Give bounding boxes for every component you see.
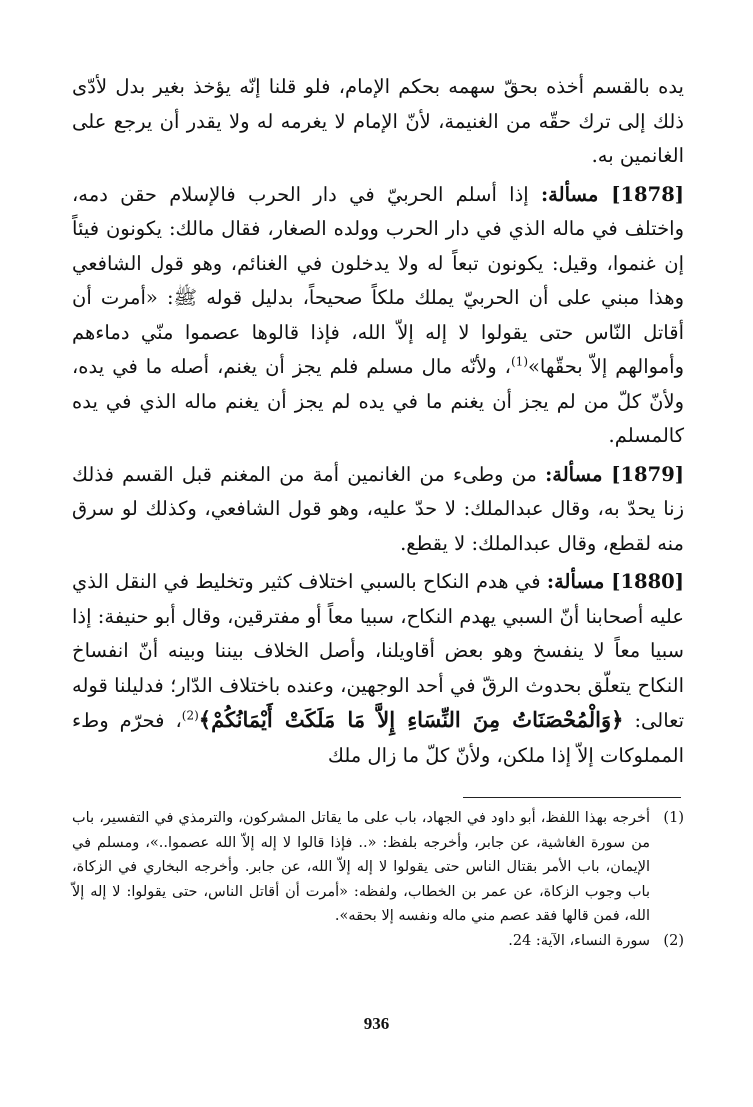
paragraph-continuation <box>72 70 684 174</box>
issue-text: في هدم النكاح بالسبي اختلاف كثير وتخليط في النقل الذي عليه أصحابنا أنّ السبي يهدم النكاح، سبيا معاً أو مفترقين، وقال أبو حنيفة: إذا سبيا معاً لا ينفسخ وهو بعض أقاويلنا، وأصل الخلاف بيننا وبينه أنّ انفساخ النكاح يتعلّق بحدوث الرقّ في أحد الوجهين، وعنده باختلاف الدّار؛ فدليلنا قوله تعالى: <box>72 570 684 732</box>
footnote-2 <box>72 929 684 954</box>
issue-1880 <box>72 565 684 773</box>
footnotes <box>72 806 684 953</box>
footnote-ref-2[interactable]: (2) <box>181 708 199 723</box>
main-text <box>72 70 684 773</box>
issue-text: إذا أسلم الحربيّ في دار الحرب فالإسلام حقن دمه، واختلف في ماله الذي في دار الحرب وولده الصغار، فقال مالك: يكونون فيئاً إن غنموا، وقيل: يكونون تبعاً له ولا يدخلون في الغنائم، وهو قول الشافعي وهذا مبني على أن الحربيّ يملك ملكاً صحيحاً، بدليل قوله ﷺ: «أمرت أن أقاتل النّاس حتى يقولوا لا إله إلاّ الله، فإذا قالوها عصموا منّي دماءهم وأموالهم إلاّ بحقّها» <box>72 182 684 378</box>
issue-label: [1879] مسألة: <box>545 462 684 486</box>
issue-text-continued: ، فحرّم وطء المملوكات إلاّ إذا ملكن، ولأنّ كلّ ما زال ملك <box>72 709 684 767</box>
footnote-text: أخرجه بهذا اللفظ، أبو داود في الجهاد، باب على ما يقاتل المشركون، والترمذي في التفسير، باب من سورة الغاشية، عن جابر، وأخرجه بلفظ: «.. فإذا قالوا لا إله إلاّ الله عصموا..»، ومسلم في الإيمان، باب الأمر بقتال الناس حتى يقولوا لا إله إلاّ الله، عن جابر. وأخرجه البخاري في الزكاة، باب وجوب الزكاة، عن عمر بن الخطاب، ولفظه: «أمرت أن أقاتل الناس، حتى يقولوا: لا إله إلاّ الله، فمن قالها فقد عصم مني ماله ونفسه إلا بحقه». <box>72 810 650 924</box>
footnote-1 <box>72 806 684 929</box>
page-body <box>72 70 684 773</box>
issue-label: [1880] مسألة: <box>546 570 684 593</box>
page-number: 936 <box>363 1014 390 1033</box>
issue-label: [1878] مسألة: <box>540 182 684 206</box>
footnote-ref-1[interactable]: (1) <box>510 354 528 369</box>
paragraph-text: يده بالقسم أخذه بحقّ سهمه بحكم الإمام، فلو قلنا إنّه يؤخذ بغير بدل لأدّى ذلك إلى ترك حقّه من الغنيمة، لأنّ الإمام لا يغرمه له ولا يقدر أن يرجع على الغانمين به. <box>72 75 684 167</box>
footnote-divider <box>463 797 681 798</box>
issue-1879 <box>72 458 684 562</box>
issue-text-continued: ، ولأنّه مال مسلم فلم يجز أن يغنم، أصله ما في يده، ولأنّ كلّ من لم يجز أن يغنم ما في يده لم يجز أن يغنم ماله الذي في يده كالمسلم. <box>72 355 684 447</box>
quran-verse: ﴿وَالْمُحْصَنَاتُ مِنَ النِّسَاءِ إِلاَّ مَا مَلَكَتْ أَيْمَانُكُمْ﴾ <box>198 707 624 732</box>
footnote-number: (1) <box>663 810 684 826</box>
issue-text: من وطىء من الغانمين أمة من المغنم قبل القسم فذلك زنا يحدّ به، وقال عبدالملك: لا حدّ عليه، وهو قول الشافعي، وكذلك لو سرق منه لقطع، وقال عبدالملك: لا يقطع. <box>72 462 684 555</box>
footnote-number: (2) <box>663 932 684 949</box>
issue-1878 <box>72 178 684 454</box>
footnote-text: سورة النساء، الآية: 24. <box>508 932 650 949</box>
